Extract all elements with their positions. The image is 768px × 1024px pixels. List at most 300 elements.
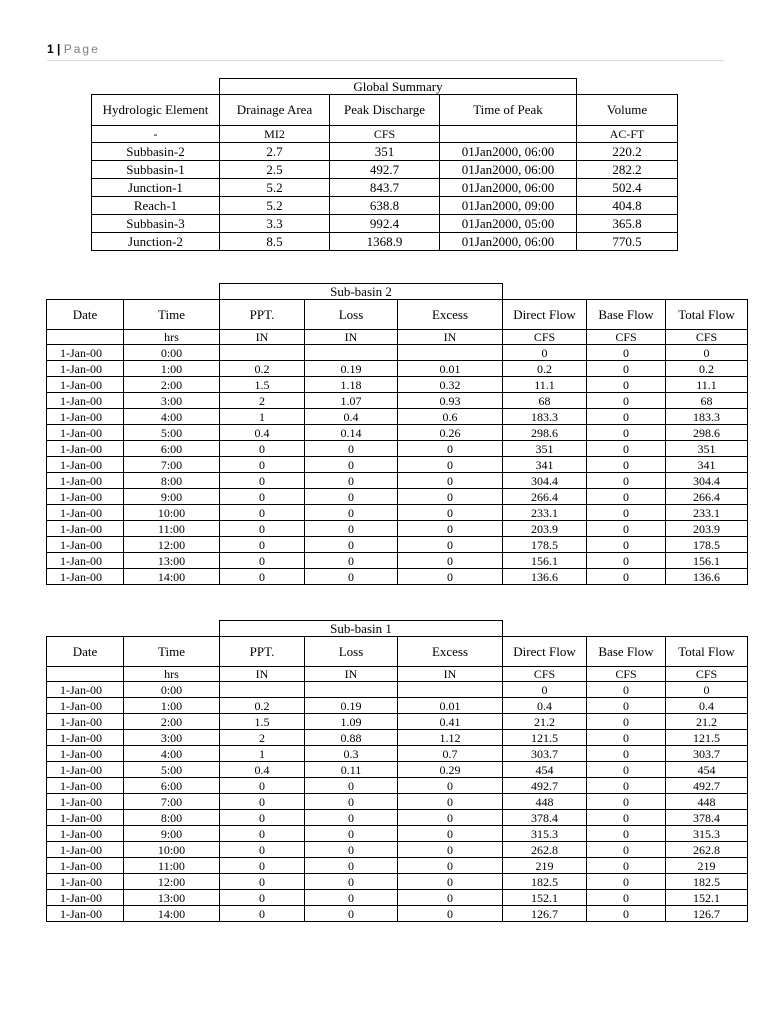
table-cell: 0 [398, 858, 503, 874]
table-cell: 3:00 [124, 730, 220, 746]
table-cell: 0 [305, 810, 398, 826]
table-cell: 502.4 [577, 179, 678, 197]
table-cell: 6:00 [124, 441, 220, 457]
page-number: 1 [47, 42, 54, 56]
table-cell: 121.5 [503, 730, 587, 746]
table-cell: 2.5 [220, 161, 330, 179]
table-cell: 0.2 [220, 698, 305, 714]
table-cell: 1-Jan-00 [47, 762, 124, 778]
unit-cell: IN [305, 667, 398, 682]
table-cell: 01Jan2000, 06:00 [440, 161, 577, 179]
table-row [92, 233, 678, 251]
unit-cell: IN [220, 330, 305, 345]
table-cell [220, 682, 305, 698]
global-summary-body [92, 143, 678, 251]
table-cell: 0 [398, 794, 503, 810]
table-cell: 0 [587, 409, 666, 425]
table-cell: 0 [305, 473, 398, 489]
table-cell: 5.2 [220, 179, 330, 197]
table-cell: 9:00 [124, 826, 220, 842]
unit-cell: - [92, 126, 220, 143]
table-cell: 2:00 [124, 377, 220, 393]
table-cell: 0.2 [666, 361, 748, 377]
table-row [47, 473, 748, 489]
table-cell: 0 [587, 473, 666, 489]
table-cell: 0 [587, 377, 666, 393]
table-cell: 0 [220, 521, 305, 537]
table-cell: 8:00 [124, 473, 220, 489]
table-row [47, 746, 748, 762]
table-cell: 262.8 [666, 842, 748, 858]
table-cell: 11.1 [503, 377, 587, 393]
table-cell: 341 [503, 457, 587, 473]
spacer-cell [92, 79, 220, 95]
table-cell: 9:00 [124, 489, 220, 505]
table-cell: 0.01 [398, 361, 503, 377]
table-cell: Subbasin-2 [92, 143, 220, 161]
table-cell: 1-Jan-00 [47, 569, 124, 585]
table-cell: 404.8 [577, 197, 678, 215]
table-cell: 14:00 [124, 906, 220, 922]
table-cell: 378.4 [666, 810, 748, 826]
table-cell: Junction-2 [92, 233, 220, 251]
table-cell: 126.7 [666, 906, 748, 922]
table-cell: 0 [220, 553, 305, 569]
table-cell: 220.2 [577, 143, 678, 161]
table-cell: 1.12 [398, 730, 503, 746]
table-row [92, 215, 678, 233]
table-row [47, 409, 748, 425]
table-row [92, 179, 678, 197]
table-cell: 10:00 [124, 505, 220, 521]
spacer-cell [577, 79, 678, 95]
table-cell: 0 [220, 441, 305, 457]
table-cell: 454 [666, 762, 748, 778]
table-row [47, 377, 748, 393]
unit-cell: CFS [503, 667, 587, 682]
table-cell: 0 [220, 890, 305, 906]
table-cell: 152.1 [666, 890, 748, 906]
table-cell: 1-Jan-00 [47, 810, 124, 826]
table-cell: 0 [220, 537, 305, 553]
table-cell: 203.9 [666, 521, 748, 537]
table-cell: 219 [666, 858, 748, 874]
spacer-cell [47, 284, 124, 300]
table-cell: 0 [398, 810, 503, 826]
table-cell: 0 [587, 858, 666, 874]
table-row [47, 858, 748, 874]
table-row [47, 890, 748, 906]
column-header: Total Flow [666, 300, 748, 330]
table-cell [398, 682, 503, 698]
table-cell: 492.7 [503, 778, 587, 794]
table-cell: 0 [503, 345, 587, 361]
table-cell: 1-Jan-00 [47, 874, 124, 890]
column-header: Hydrologic Element [92, 95, 220, 126]
column-header: Time of Peak [440, 95, 577, 126]
table-cell: 0 [220, 906, 305, 922]
table-cell: 0 [305, 569, 398, 585]
table-row [92, 161, 678, 179]
table-row [47, 537, 748, 553]
unit-cell: CFS [330, 126, 440, 143]
table-cell: 121.5 [666, 730, 748, 746]
column-header: Date [47, 637, 124, 667]
table-cell: 156.1 [666, 553, 748, 569]
table-cell: 01Jan2000, 06:00 [440, 143, 577, 161]
table-cell: 11:00 [124, 858, 220, 874]
table-cell: 8:00 [124, 810, 220, 826]
table-cell: 351 [503, 441, 587, 457]
table-row [47, 569, 748, 585]
table-cell: 183.3 [666, 409, 748, 425]
table-cell: 4:00 [124, 746, 220, 762]
table-cell: 0 [220, 505, 305, 521]
table-cell: 315.3 [666, 826, 748, 842]
table-cell: 0 [220, 489, 305, 505]
table-cell: 365.8 [577, 215, 678, 233]
table-header-row [92, 95, 678, 126]
table-cell: 351 [666, 441, 748, 457]
table-row [92, 143, 678, 161]
table-cell: 1.09 [305, 714, 398, 730]
table-cell: 0.11 [305, 762, 398, 778]
unit-cell: AC-FT [577, 126, 678, 143]
table-cell: 0 [305, 457, 398, 473]
table-cell: 0 [305, 537, 398, 553]
table-cell: 178.5 [503, 537, 587, 553]
table-cell: 1-Jan-00 [47, 521, 124, 537]
table-cell: 68 [666, 393, 748, 409]
table-cell: 0 [587, 521, 666, 537]
table-cell: 0 [398, 569, 503, 585]
table-cell: 203.9 [503, 521, 587, 537]
table-row [47, 826, 748, 842]
table-cell: 0 [587, 682, 666, 698]
table-cell: 0 [398, 457, 503, 473]
table-cell: 0 [305, 505, 398, 521]
spacer-cell [124, 621, 220, 637]
table-cell: 0 [398, 505, 503, 521]
table-cell: 0 [305, 794, 398, 810]
column-header: PPT. [220, 637, 305, 667]
global-summary-table [91, 78, 678, 251]
table-cell: 1-Jan-00 [47, 714, 124, 730]
table-cell: 0 [587, 778, 666, 794]
table-cell: 1.07 [305, 393, 398, 409]
unit-cell: CFS [587, 667, 666, 682]
table-cell: 0.4 [220, 762, 305, 778]
table-cell: 0.14 [305, 425, 398, 441]
table-cell: 1-Jan-00 [47, 906, 124, 922]
subbasin2-body [47, 345, 748, 585]
unit-cell: IN [220, 667, 305, 682]
table-cell: 0 [666, 345, 748, 361]
table-row [47, 810, 748, 826]
table-cell: 0 [305, 778, 398, 794]
table-row [47, 393, 748, 409]
table-cell: 13:00 [124, 890, 220, 906]
table-cell: 0.2 [503, 361, 587, 377]
table-cell: 13:00 [124, 553, 220, 569]
table-cell: 0 [398, 473, 503, 489]
table-row [47, 874, 748, 890]
table-cell: 0.4 [305, 409, 398, 425]
table-cell: 0 [220, 826, 305, 842]
table-cell: 12:00 [124, 874, 220, 890]
table-cell: 1-Jan-00 [47, 730, 124, 746]
spacer-cell [47, 621, 124, 637]
unit-cell: IN [398, 330, 503, 345]
table-cell: 0 [398, 826, 503, 842]
table-cell: 1:00 [124, 361, 220, 377]
table-cell [220, 345, 305, 361]
table-cell: 11:00 [124, 521, 220, 537]
table-cell: 7:00 [124, 457, 220, 473]
table-row [47, 730, 748, 746]
table-cell: 14:00 [124, 569, 220, 585]
table-row [47, 457, 748, 473]
table-cell: 0 [305, 842, 398, 858]
subbasin2-table [46, 283, 748, 585]
table-row [47, 345, 748, 361]
table-cell: 0:00 [124, 682, 220, 698]
table-cell: 1.5 [220, 714, 305, 730]
table-row [47, 553, 748, 569]
table-cell: 492.7 [330, 161, 440, 179]
table-row [47, 714, 748, 730]
table-row [47, 842, 748, 858]
table-cell: 0 [220, 778, 305, 794]
table-cell: 0.19 [305, 361, 398, 377]
table-cell: 0 [398, 842, 503, 858]
table-cell: 6:00 [124, 778, 220, 794]
unit-cell: MI2 [220, 126, 330, 143]
table-cell [305, 682, 398, 698]
table-cell: 298.6 [666, 425, 748, 441]
table-cell: 303.7 [503, 746, 587, 762]
table-cell: 0.41 [398, 714, 503, 730]
unit-cell: CFS [666, 667, 748, 682]
table-cell: 2.7 [220, 143, 330, 161]
column-header: Date [47, 300, 124, 330]
unit-cell [47, 330, 124, 345]
column-header: Drainage Area [220, 95, 330, 126]
table-cell: 0.3 [305, 746, 398, 762]
unit-cell: hrs [124, 330, 220, 345]
table-cell: 0 [666, 682, 748, 698]
table-cell: Reach-1 [92, 197, 220, 215]
table-cell: 770.5 [577, 233, 678, 251]
table-cell: 0.6 [398, 409, 503, 425]
subbasin1-body [47, 682, 748, 922]
table-cell: 341 [666, 457, 748, 473]
table-cell: 8.5 [220, 233, 330, 251]
table-cell: 1-Jan-00 [47, 682, 124, 698]
table-cell: 1.18 [305, 377, 398, 393]
table-cell: 0 [503, 682, 587, 698]
column-header: Base Flow [587, 637, 666, 667]
table-cell: 0.2 [220, 361, 305, 377]
table-row [47, 441, 748, 457]
table-cell: 2 [220, 393, 305, 409]
column-header: Direct Flow [503, 300, 587, 330]
table-cell: 01Jan2000, 09:00 [440, 197, 577, 215]
table-cell: 0 [220, 842, 305, 858]
table-cell: 0 [398, 778, 503, 794]
table-cell: 0 [305, 553, 398, 569]
table-cell: 12:00 [124, 537, 220, 553]
subbasin1-title: Sub-basin 1 [220, 621, 503, 637]
table-cell: 156.1 [503, 553, 587, 569]
table-cell: 351 [330, 143, 440, 161]
table-cell: 448 [666, 794, 748, 810]
table-cell: 0 [587, 826, 666, 842]
table-cell: 0 [587, 345, 666, 361]
table-cell: 11.1 [666, 377, 748, 393]
table-cell: 4:00 [124, 409, 220, 425]
table-cell: 1-Jan-00 [47, 890, 124, 906]
table-cell: 0 [398, 890, 503, 906]
column-header: Time [124, 300, 220, 330]
column-header: Excess [398, 300, 503, 330]
table-cell: 1-Jan-00 [47, 361, 124, 377]
unit-cell: hrs [124, 667, 220, 682]
table-row [47, 906, 748, 922]
table-cell: 152.1 [503, 890, 587, 906]
table-row [47, 762, 748, 778]
column-header: Time [124, 637, 220, 667]
table-cell: 448 [503, 794, 587, 810]
table-row [47, 521, 748, 537]
table-cell: 0 [305, 441, 398, 457]
table-cell: 0 [398, 521, 503, 537]
column-header: Excess [398, 637, 503, 667]
table-cell: 1-Jan-00 [47, 698, 124, 714]
table-cell: 0 [587, 874, 666, 890]
table-cell: 1-Jan-00 [47, 746, 124, 762]
table-cell: 1 [220, 409, 305, 425]
table-cell: 1 [220, 746, 305, 762]
unit-cell: IN [305, 330, 398, 345]
table-cell: 315.3 [503, 826, 587, 842]
table-cell: 01Jan2000, 06:00 [440, 179, 577, 197]
table-cell: 0 [305, 489, 398, 505]
table-cell: 0 [587, 393, 666, 409]
table-cell: 0 [587, 569, 666, 585]
table-cell: 233.1 [503, 505, 587, 521]
table-cell: 1-Jan-00 [47, 489, 124, 505]
table-cell: 01Jan2000, 05:00 [440, 215, 577, 233]
column-header: Loss [305, 300, 398, 330]
table-cell: 0.93 [398, 393, 503, 409]
table-cell: 1-Jan-00 [47, 473, 124, 489]
table-cell: 1-Jan-00 [47, 377, 124, 393]
table-cell: 233.1 [666, 505, 748, 521]
table-row [47, 489, 748, 505]
table-cell: 0 [220, 473, 305, 489]
column-header: Loss [305, 637, 398, 667]
spacer-cell [124, 284, 220, 300]
table-row [47, 698, 748, 714]
table-cell: 0 [398, 553, 503, 569]
table-cell: 1-Jan-00 [47, 441, 124, 457]
units-row [92, 126, 678, 143]
table-cell: 266.4 [666, 489, 748, 505]
table-cell: 21.2 [666, 714, 748, 730]
table-cell: 0 [587, 794, 666, 810]
column-header: Peak Discharge [330, 95, 440, 126]
table-cell: 0 [220, 858, 305, 874]
column-header: PPT. [220, 300, 305, 330]
table-cell: 1-Jan-00 [47, 393, 124, 409]
table-cell: 0.26 [398, 425, 503, 441]
table-cell: Subbasin-1 [92, 161, 220, 179]
table-cell: 303.7 [666, 746, 748, 762]
page-label: Page [63, 42, 100, 56]
table-cell: 0 [587, 505, 666, 521]
table-cell: 3.3 [220, 215, 330, 233]
table-cell: 0 [305, 874, 398, 890]
table-cell: 262.8 [503, 842, 587, 858]
subbasin1-table [46, 620, 748, 922]
table-cell: 0 [587, 441, 666, 457]
table-cell: 0 [398, 489, 503, 505]
table-row [47, 361, 748, 377]
table-cell: 1-Jan-00 [47, 425, 124, 441]
table-cell: 378.4 [503, 810, 587, 826]
table-cell: 843.7 [330, 179, 440, 197]
table-cell: 0 [587, 842, 666, 858]
table-cell: 0.4 [503, 698, 587, 714]
table-cell: Subbasin-3 [92, 215, 220, 233]
unit-cell: CFS [503, 330, 587, 345]
table-cell: 183.3 [503, 409, 587, 425]
column-header: Direct Flow [503, 637, 587, 667]
table-cell: 1.5 [220, 377, 305, 393]
global-summary-title: Global Summary [220, 79, 577, 95]
table-cell: 2:00 [124, 714, 220, 730]
table-cell: 1-Jan-00 [47, 537, 124, 553]
table-cell: Junction-1 [92, 179, 220, 197]
table-cell: 0 [220, 457, 305, 473]
page-header [47, 42, 724, 61]
table-cell: 219 [503, 858, 587, 874]
table-cell: 0 [587, 457, 666, 473]
table-cell: 5.2 [220, 197, 330, 215]
table-cell: 492.7 [666, 778, 748, 794]
table-row [92, 197, 678, 215]
column-header: Base Flow [587, 300, 666, 330]
table-cell: 0 [398, 874, 503, 890]
table-cell: 0 [220, 810, 305, 826]
table-cell: 1-Jan-00 [47, 778, 124, 794]
units-row [47, 667, 748, 682]
table-cell: 1-Jan-00 [47, 505, 124, 521]
table-cell: 21.2 [503, 714, 587, 730]
table-cell: 5:00 [124, 425, 220, 441]
table-cell: 0 [587, 906, 666, 922]
table-row [47, 425, 748, 441]
page-separator: | [57, 42, 61, 56]
unit-cell [47, 667, 124, 682]
table-cell: 0 [587, 698, 666, 714]
spacer-cell [503, 284, 748, 300]
table-cell: 0 [305, 890, 398, 906]
spacer-cell [503, 621, 748, 637]
table-cell: 0 [305, 521, 398, 537]
table-cell: 182.5 [503, 874, 587, 890]
